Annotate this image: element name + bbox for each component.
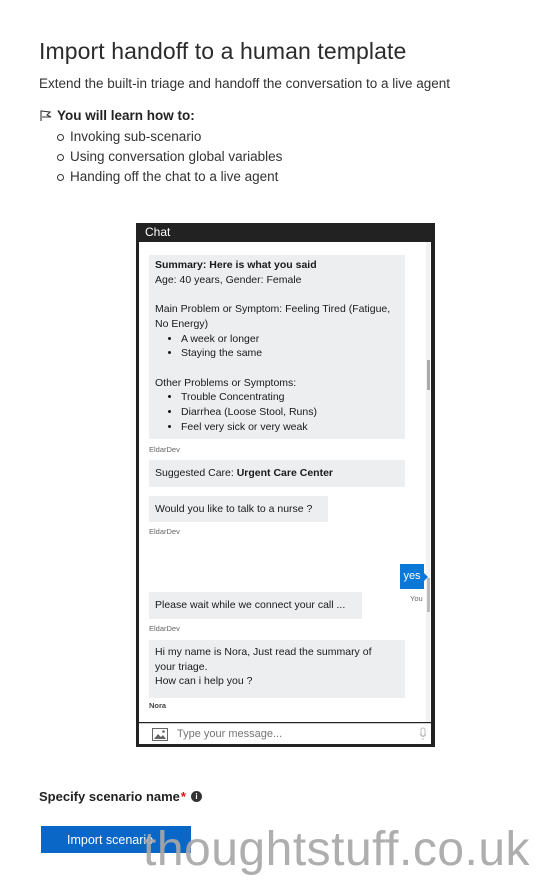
message-input-bar (139, 723, 431, 744)
nora-message-bubble (149, 640, 405, 698)
learn-heading (39, 108, 195, 123)
summary-main-problem: Main Problem or Symptom: Feeling Tired (Fatigue, (155, 303, 391, 316)
bullet-icon (57, 174, 64, 181)
nora-line: How can i help you ? (155, 675, 253, 688)
other-symptoms-heading: Other Problems or Symptoms: (155, 376, 297, 389)
chat-transcript[interactable] (139, 242, 431, 722)
message-sender: Nora (149, 701, 167, 710)
suggested-care-prefix: Suggested Care: (155, 467, 237, 479)
list-item (57, 167, 282, 187)
bubble-tail (424, 573, 428, 581)
scrollbar-thumb[interactable] (427, 360, 430, 390)
scenario-name-label (39, 789, 202, 804)
list-item (57, 147, 282, 167)
list-item (57, 127, 282, 147)
microphone-icon[interactable] (419, 727, 427, 741)
info-icon[interactable]: i (191, 791, 202, 802)
nurse-question-bubble: Would you like to talk to a nurse ? (149, 496, 328, 522)
flag-icon (39, 110, 53, 122)
list-item: • Staying the same (181, 346, 399, 361)
list-item: • Feel very sick or very weak (181, 420, 399, 435)
summary-main-problem-cont: No Energy) (155, 317, 209, 330)
summary-demographics: Age: 40 years, Gender: Female (155, 273, 302, 286)
scenario-name-label-text: Specify scenario name (39, 789, 180, 804)
suggested-care-bubble (149, 460, 405, 487)
message-sender: You (410, 594, 423, 603)
list-item: • Trouble Concentrating (181, 390, 399, 405)
import-scenario-button[interactable]: Import scenario (41, 826, 191, 853)
learn-list (57, 127, 282, 187)
list-item-text: Handing off the chat to a live agent (70, 169, 279, 184)
watermark: thoughtstuff.co.uk (143, 823, 531, 876)
wait-message-bubble: Please wait while we connect your call ... (149, 592, 362, 619)
nora-line: your triage. (155, 660, 208, 673)
bullet-icon (57, 154, 64, 161)
bullet-icon (57, 134, 64, 141)
message-sender: EldarDev (149, 527, 180, 536)
list-item: • A week or longer (181, 332, 399, 347)
page-title: Import handoff to a human template (39, 38, 407, 64)
image-upload-icon[interactable] (152, 728, 168, 741)
scrollbar-thumb[interactable] (427, 578, 430, 612)
message-input[interactable] (177, 726, 407, 742)
summary-title: Summary: Here is what you said (155, 259, 317, 271)
page-subtitle: Extend the built-in triage and handoff the conversation to a live agent (39, 76, 451, 91)
message-sender: EldarDev (149, 624, 180, 633)
list-item-text: Invoking sub-scenario (70, 129, 202, 144)
chat-window (136, 223, 435, 747)
suggested-care-value: Urgent Care Center (236, 467, 333, 479)
message-sender: EldarDev (149, 445, 180, 454)
main-symptom-list (155, 332, 399, 361)
summary-bubble (149, 255, 405, 439)
user-message-bubble: yes (400, 564, 424, 589)
scrollbar-track[interactable] (426, 242, 430, 722)
list-item: • Diarrhea (Loose Stool, Runs) (181, 405, 399, 420)
learn-heading-text: You will learn how to: (57, 108, 195, 123)
nora-line: Hi my name is Nora, Just read the summary of (155, 646, 372, 658)
required-marker: * (180, 789, 186, 804)
other-symptom-list (155, 390, 399, 434)
list-item-text: Using conversation global variables (70, 149, 283, 164)
chat-header: Chat (145, 225, 171, 239)
